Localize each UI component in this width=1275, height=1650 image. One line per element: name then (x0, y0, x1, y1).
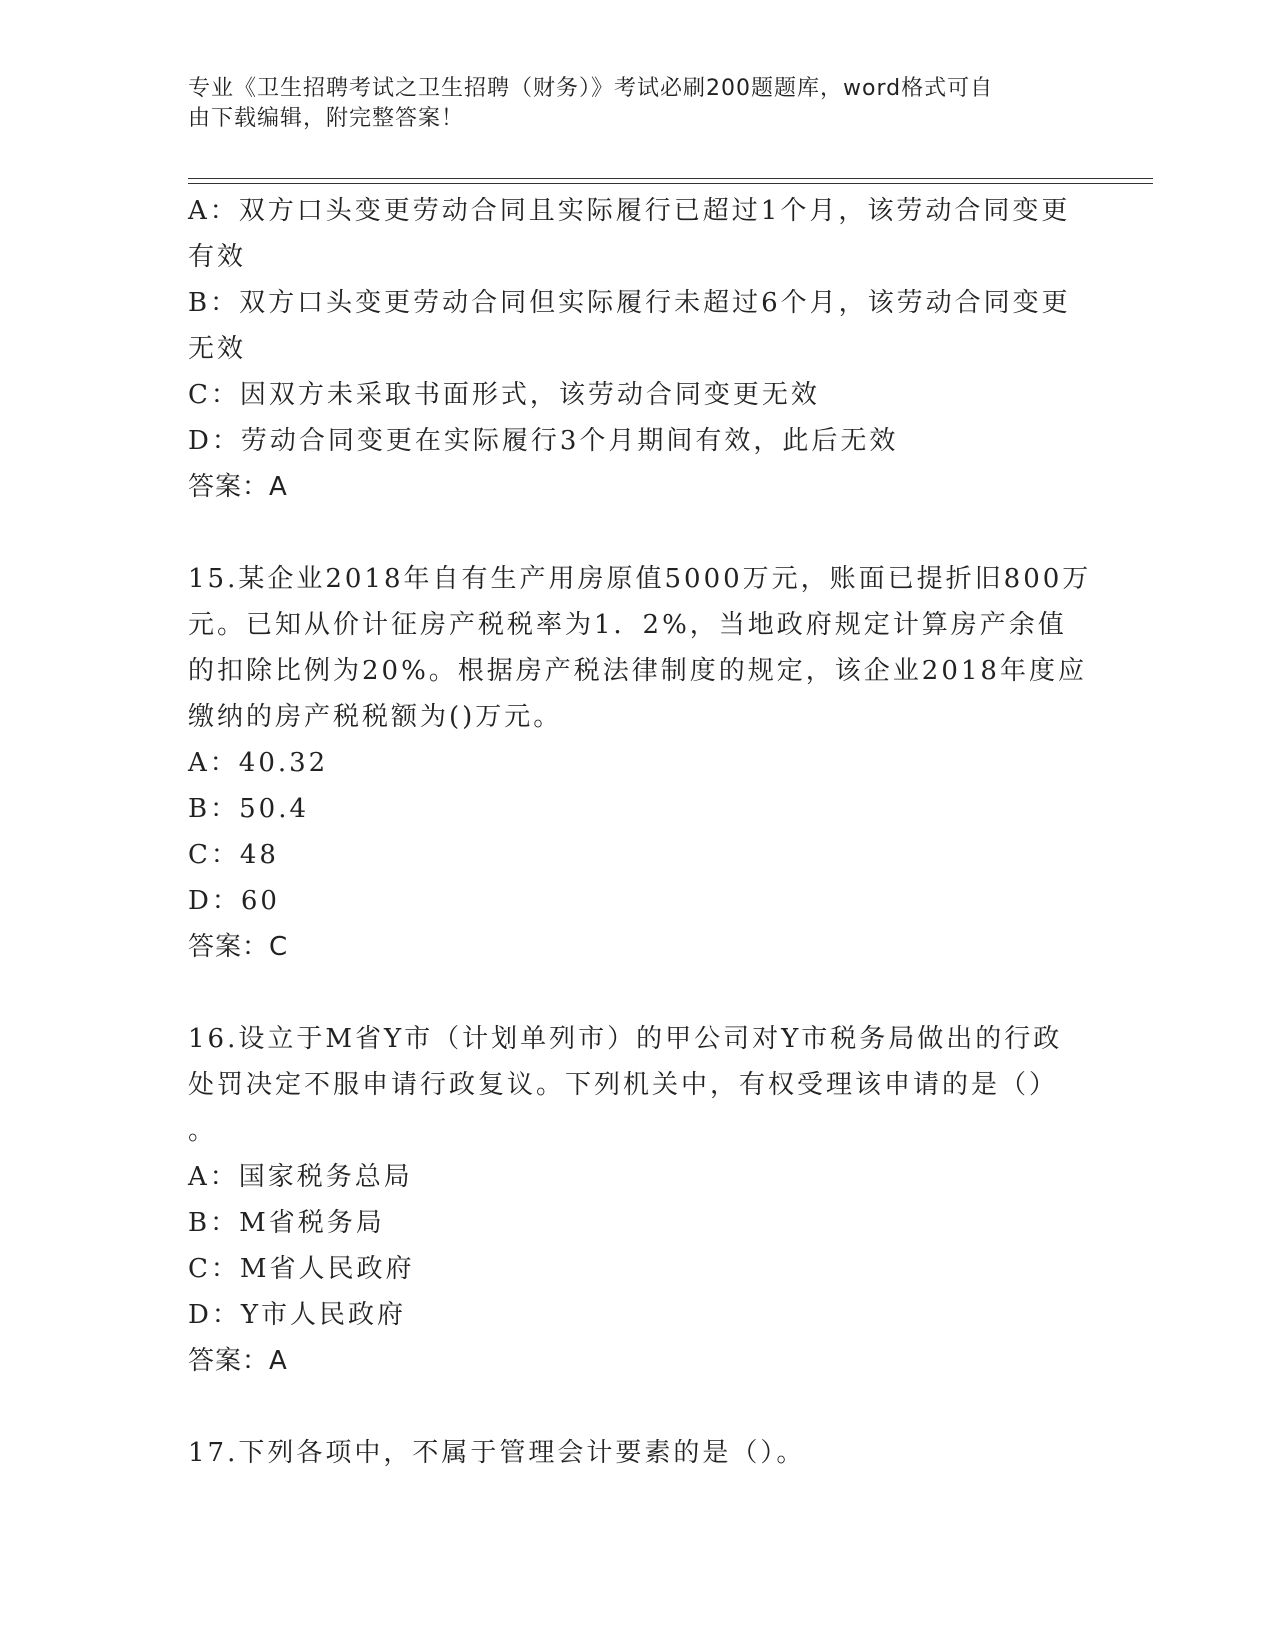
document-body (188, 188, 1092, 1476)
q14-option-d: D：劳动合同变更在实际履行3个月期间有效，此后无效 (188, 426, 899, 456)
q15-option-c: C：48 (188, 840, 279, 870)
q16-option-b: B：M省税务局 (188, 1208, 385, 1238)
q14-option-c: C：因双方未采取书面形式，该劳动合同变更无效 (188, 380, 820, 410)
q15-stem-line-4: 缴纳的房产税税额为()万元。 (188, 702, 563, 732)
q15-stem-line-2: 元。已知从价计征房产税税率为1．2%，当地政府规定计算房产余值 (188, 610, 1067, 640)
spacer (188, 1384, 1088, 1430)
question-17 (188, 1430, 1088, 1476)
q15-option-d: D：60 (188, 886, 280, 916)
q16-option-d: D：Y市人民政府 (188, 1300, 407, 1330)
q16-option-a: A：国家税务总局 (188, 1162, 413, 1192)
q14-option-b-line-1: B：双方口头变更劳动合同但实际履行未超过6个月，该劳动合同变更 (188, 288, 1071, 318)
document-header (188, 74, 1068, 134)
q16-stem-line-1: 16.设立于M省Y市（计划单列市）的甲公司对Y市税务局做出的行政 (188, 1024, 1063, 1054)
q16-stem-line-3: 。 (188, 1116, 218, 1146)
header-line-2: 由下载编辑，附完整答案！ (188, 106, 465, 131)
q15-stem-line-3: 的扣除比例为20%。根据房产税法律制度的规定，该企业2018年度应 (188, 656, 1087, 686)
q16-answer: 答案：A (188, 1346, 288, 1376)
spacer (188, 510, 1088, 556)
q14-option-b-line-2: 无效 (188, 334, 247, 364)
q16-stem-line-2: 处罚决定不服申请行政复议。下列机关中，有权受理该申请的是（） (188, 1070, 1059, 1100)
q14-option-a-line-1: A：双方口头变更劳动合同且实际履行已超过1个月，该劳动合同变更 (188, 196, 1071, 226)
q16-option-c: C：M省人民政府 (188, 1254, 415, 1284)
header-line-1: 专业《卫生招聘考试之卫生招聘（财务）》考试必刷200题题库，word格式可自 (188, 76, 994, 101)
q17-stem-line-1: 17.下列各项中，不属于管理会计要素的是（）。 (188, 1438, 806, 1468)
q14-option-a-line-2: 有效 (188, 242, 247, 272)
question-15 (188, 556, 1092, 970)
question-16 (188, 1016, 1088, 1384)
q15-option-b: B：50.4 (188, 794, 309, 824)
header-divider-bottom (188, 183, 1153, 184)
q14-answer: 答案：A (188, 472, 288, 502)
q15-stem-line-1: 15.某企业2018年自有生产用房原值5000万元，账面已提折旧800万 (188, 564, 1092, 594)
q15-answer: 答案：C (188, 932, 289, 962)
question-14 (188, 188, 1088, 510)
q15-option-a: A：40.32 (188, 748, 329, 778)
header-divider-top (188, 178, 1153, 179)
spacer (188, 970, 1088, 1016)
